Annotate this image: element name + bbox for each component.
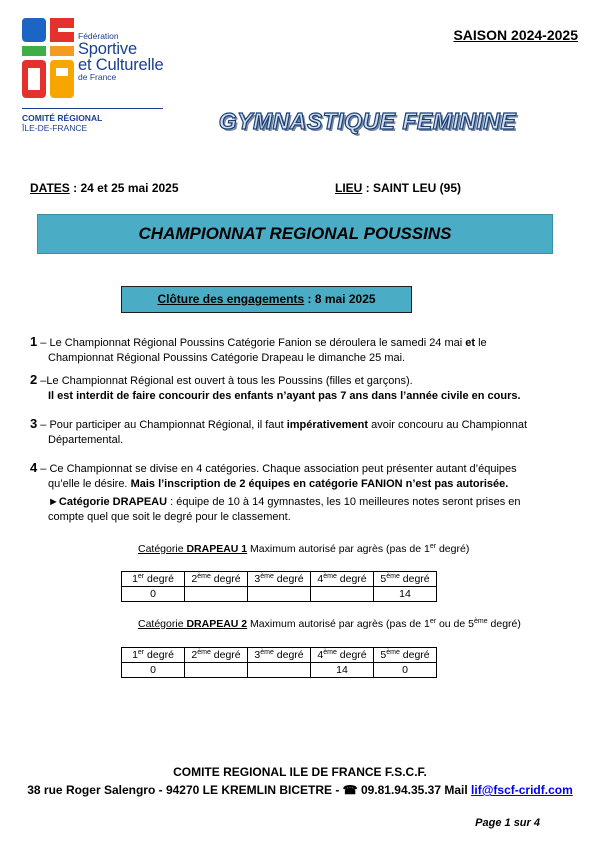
degree-word: degré (273, 572, 304, 585)
degree-word: degré (210, 572, 241, 585)
section-2-number: 2 (30, 372, 38, 387)
dates-line (30, 181, 179, 195)
logo-line-federation: Fédération (78, 31, 119, 41)
section-2-line2: Il est interdit de faire concourir des enfants n’ayant pas 7 ans dans l’année civile en cours. (48, 390, 521, 402)
section-1-bold: et (465, 337, 476, 349)
section-1-line2: Championnat Régional Poussins Catégorie Drapeau le dimanche 25 mai. (48, 352, 406, 364)
lieu-label: LIEU (335, 181, 363, 195)
degree-suffix: er (137, 648, 145, 656)
degree-value-1: 0 (122, 587, 185, 602)
degree-header-5 (374, 572, 437, 587)
logo-org-name (78, 32, 163, 82)
championship-title: CHAMPIONNAT REGIONAL POUSSINS (138, 224, 452, 243)
comite-line1: COMITÉ RÉGIONAL (22, 113, 103, 123)
degree-number: 5 (380, 648, 387, 661)
comite-line2: ÎLE-DE-FRANCE (22, 123, 88, 133)
section-1-line1: – Le Championnat Régional Poussins Catégorie Fanion se déroulera le samedi 24 mai (37, 337, 466, 349)
degree-suffix: ème (197, 648, 211, 656)
section-4-line2a: qu’elle le désire. (48, 478, 131, 490)
degree-value-5: 0 (374, 663, 437, 678)
degree-number: 2 (191, 648, 198, 661)
degree-word: degré (336, 572, 367, 585)
section-4-line2-bold: Mais l’inscription de 2 équipes en catégorie FANION n’est pas autorisée. (130, 478, 509, 490)
footer-org: COMITE REGIONAL ILE DE FRANCE F.S.C.F. (173, 765, 427, 779)
dates-label: DATES (30, 181, 70, 195)
degree-value-4: 14 (311, 663, 374, 678)
section-3-line2: Départemental. (48, 434, 124, 446)
table1-caption-drapeau: DRAPEAU 1 (186, 543, 248, 555)
table1-caption-end: degré) (436, 543, 470, 555)
degree-suffix: er (137, 572, 145, 580)
degree-header-1 (122, 572, 185, 587)
logo-divider (22, 108, 163, 109)
footer-mail-link[interactable]: lif@fscf-cridf.com (471, 783, 573, 797)
dates-value: : 24 et 25 mai 2025 (69, 181, 179, 195)
degree-number: 2 (191, 572, 198, 585)
table2-caption-rest: Maximum autorisé par agrès (pas de 1 (247, 618, 430, 630)
footer-contact (0, 783, 600, 797)
degree-header-3 (248, 648, 311, 663)
degree-suffix: ème (260, 572, 274, 580)
degree-value-1: 0 (122, 663, 185, 678)
degree-number: 5 (380, 572, 387, 585)
fscf-logo-mark-icon (22, 18, 78, 102)
degree-value-5: 14 (374, 587, 437, 602)
section-4 (30, 460, 550, 525)
degree-suffix: ème (323, 572, 337, 580)
degree-value-4 (311, 587, 374, 602)
closing-value: : 8 mai 2025 (304, 292, 376, 306)
degree-header-3 (248, 572, 311, 587)
section-3-bold: impérativement (286, 419, 369, 431)
degree-word: degré (144, 648, 174, 661)
phone-icon: ☎ (342, 783, 358, 797)
discipline-title: GYMNASTIQUE FEMININE (218, 108, 517, 134)
table1-caption (138, 543, 469, 555)
degree-number: 1 (132, 648, 138, 661)
footer-phone: 09.81.94.35.37 Mail (357, 783, 472, 797)
degree-word: degré (210, 648, 241, 661)
table2-caption-drapeau: DRAPEAU 2 (186, 618, 248, 630)
degree-suffix: ème (386, 572, 400, 580)
degree-word: degré (399, 648, 430, 661)
footer-address: 38 rue Roger Salengro - 94270 LE KREMLIN BICETRE - (27, 783, 343, 797)
drapeau1-table (121, 571, 437, 602)
degree-number: 4 (317, 648, 324, 661)
degree-number: 4 (317, 572, 324, 585)
logo-line-france: de France (78, 72, 117, 82)
degree-word: degré (336, 648, 367, 661)
degree-word: degré (273, 648, 304, 661)
logo-line-culturelle: et Culturelle (78, 56, 164, 74)
section-3-line1a: – Pour participer au Championnat Régional, il faut (37, 419, 287, 431)
section-3-line1b: avoir concouru au Championnat (368, 419, 528, 431)
section-4-line1: – Ce Championnat se divise en 4 catégories. Chaque association peut présenter autant d’équipes (37, 463, 517, 475)
degree-value-3 (248, 663, 311, 678)
section-3-number: 3 (30, 416, 38, 431)
table2-caption-end: degré) (487, 618, 521, 630)
section-2 (30, 372, 550, 404)
table1-caption-sup: er (429, 543, 437, 550)
degree-header-5 (374, 648, 437, 663)
degree-value-2 (185, 663, 248, 678)
section-1 (30, 334, 550, 366)
degree-word: degré (399, 572, 430, 585)
logo-line-sportive: Sportive (78, 40, 137, 58)
table2-caption-sup: er (429, 618, 437, 625)
drapeau-text-line2: compte quel que soit le degré pour le classement. (48, 511, 291, 523)
degree-number: 1 (132, 572, 138, 585)
table1-caption-rest: Maximum autorisé par agrès (pas de 1 (247, 543, 430, 555)
drapeau-text: : équipe de 10 à 14 gymnastes, les 10 meilleures notes seront prises en (167, 496, 521, 508)
table2-caption (138, 618, 521, 630)
season-label: SAISON 2024-2025 (453, 27, 578, 43)
drapeau2-table (121, 647, 437, 678)
table2-caption-mid: ou de 5 (436, 618, 474, 630)
section-2-line1: –Le Championnat Régional est ouvert à tous les Poussins (filles et garçons). (37, 375, 413, 387)
section-3 (30, 416, 550, 448)
degree-header-4 (311, 572, 374, 587)
degree-suffix: ème (260, 648, 274, 656)
degree-word: degré (144, 572, 174, 585)
degree-suffix: ème (386, 648, 400, 656)
page-number: Page 1 sur 4 (475, 817, 540, 829)
degree-suffix: ème (323, 648, 337, 656)
degree-number: 3 (254, 572, 261, 585)
section-1-line1-end: le (475, 337, 487, 349)
section-1-number: 1 (30, 334, 38, 349)
table2-caption-sup2: ème (474, 618, 488, 625)
lieu-value: : SAINT LEU (95) (362, 181, 462, 195)
degree-value-3 (248, 587, 311, 602)
degree-number: 3 (254, 648, 261, 661)
section-4-number: 4 (30, 460, 38, 475)
table1-caption-cat: Catégorie (138, 543, 187, 555)
degree-suffix: ème (197, 572, 211, 580)
closing-date-box (121, 286, 412, 313)
drapeau-label: ►Catégorie DRAPEAU (48, 496, 168, 508)
lieu-line (335, 181, 461, 195)
degree-header-2 (185, 648, 248, 663)
table2-caption-cat: Catégorie (138, 618, 187, 630)
closing-label: Clôture des engagements (157, 292, 305, 306)
degree-header-1 (122, 648, 185, 663)
degree-header-2 (185, 572, 248, 587)
degree-header-4 (311, 648, 374, 663)
logo-comite (22, 113, 102, 133)
degree-value-2 (185, 587, 248, 602)
